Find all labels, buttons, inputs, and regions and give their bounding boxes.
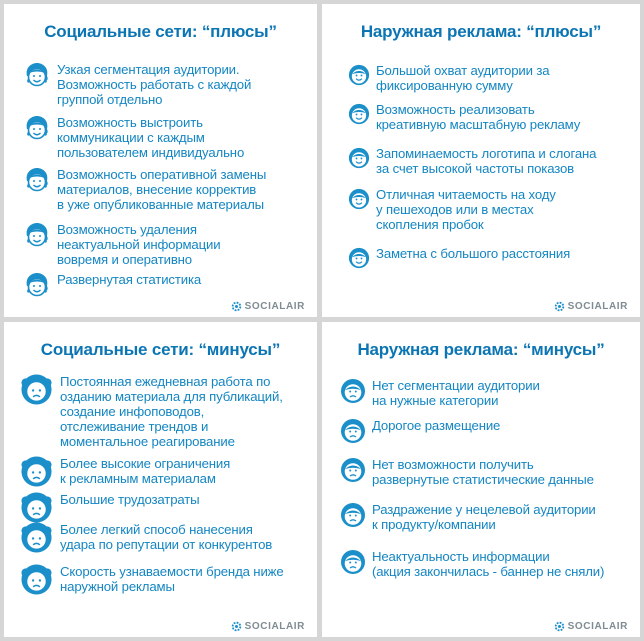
list-item: [322, 102, 640, 132]
item-text: Узкая сегментация аудитории. Возможность работать с каждой группой отдельно: [57, 62, 252, 107]
sad-face-icon: [340, 549, 366, 575]
sad-curly-face-icon: [20, 455, 53, 488]
list-item: [4, 456, 317, 488]
panel-title: Социальные сети: “плюсы”: [44, 22, 277, 41]
item-text: Возможность выстроить коммуникации с каждым пользователем индивидуально: [57, 115, 245, 160]
list-item: [322, 502, 640, 532]
logo-text: SOCIALAIR: [244, 301, 305, 312]
list-item: [4, 167, 317, 212]
gear-icon: [554, 301, 565, 312]
list-item: [4, 564, 317, 596]
smiling-face-icon: [348, 247, 370, 269]
socialair-logo: [231, 621, 305, 632]
sad-curly-face-icon: [20, 491, 53, 524]
item-text: Постоянная ежедневная работа по озданию материала для публикаций, создание инфоповодов, отслеживание трендов и моментальное реагирование: [60, 374, 283, 449]
item-text: Возможность реализовать креативную масштабную рекламу: [376, 102, 581, 132]
list-item: [4, 272, 317, 298]
item-text: Более высокие ограничения к рекламным материалам: [60, 456, 231, 486]
list-item: [322, 549, 640, 579]
item-text: Нет сегментации аудитории на нужные категории: [372, 378, 540, 408]
sad-face-icon: [340, 378, 366, 404]
item-text: Большие трудозатраты: [60, 492, 200, 507]
item-text: Большой охват аудитории за фиксированную сумму: [376, 63, 550, 93]
sad-face-icon: [340, 418, 366, 444]
smiling-girl-face-icon: [24, 115, 50, 141]
list-item: [4, 522, 317, 554]
list-item: [322, 457, 640, 487]
sad-curly-face-icon: [20, 373, 53, 406]
list-item: [4, 492, 317, 524]
item-text: Возможность удаления неактуальной информации вовремя и оперативно: [57, 222, 221, 267]
gear-icon: [231, 301, 242, 312]
smiling-face-icon: [348, 103, 370, 125]
smiling-face-icon: [348, 188, 370, 210]
list-item: [4, 222, 317, 267]
smiling-girl-face-icon: [24, 167, 50, 193]
list-item: [322, 187, 640, 232]
list-item: [322, 63, 640, 93]
sad-face-icon: [340, 457, 366, 483]
list-item: [322, 146, 640, 176]
item-text: Отличная читаемость на ходу у пешеходов или в местах скопления пробок: [376, 187, 556, 232]
list-item: [322, 246, 640, 269]
list-item: [4, 115, 317, 160]
panel-title: Наружная реклама: “плюсы”: [360, 22, 602, 41]
panel-title: Наружная реклама: “минусы”: [357, 340, 605, 359]
list-item: [322, 418, 640, 444]
logo-text: SOCIALAIR: [567, 301, 628, 312]
socialair-logo: [231, 301, 305, 312]
item-text: Скорость узнаваемости бренда ниже наружной рекламы: [60, 564, 284, 594]
smiling-girl-face-icon: [24, 62, 50, 88]
item-text: Нет возможности получить развернутые статистические данные: [372, 457, 594, 487]
logo-text: SOCIALAIR: [567, 621, 628, 632]
smiling-face-icon: [348, 64, 370, 86]
smiling-girl-face-icon: [24, 222, 50, 248]
item-text: Более легкий способ нанесения удара по репутации от конкурентов: [60, 522, 273, 552]
gear-icon: [231, 621, 242, 632]
sad-curly-face-icon: [20, 521, 53, 554]
item-text: Раздражение у нецелевой аудитории к продукту/компании: [372, 502, 596, 532]
panel-title: Социальные сети: “минусы”: [40, 340, 281, 359]
list-item: [4, 374, 317, 449]
panel-outdoor-pros: [322, 4, 640, 317]
socialair-logo: [554, 301, 628, 312]
panel-social-pros: [4, 4, 317, 317]
item-text: Возможность оперативной замены материалов, внесение корректив в уже опубликованные материалы: [57, 167, 267, 212]
gear-icon: [554, 621, 565, 632]
panel-outdoor-cons: [322, 322, 640, 637]
item-text: Неактуальность информации (акция закончилась - баннер не сняли): [372, 549, 605, 579]
item-text: Развернутая статистика: [57, 272, 202, 287]
socialair-logo: [554, 621, 628, 632]
sad-curly-face-icon: [20, 563, 53, 596]
item-text: Запоминаемость логотипа и слогана за счет высокой частоты показов: [376, 146, 597, 176]
item-text: Дорогое размещение: [372, 418, 501, 433]
logo-text: SOCIALAIR: [244, 621, 305, 632]
item-text: Заметна с большого расстояния: [376, 246, 571, 261]
smiling-girl-face-icon: [24, 272, 50, 298]
list-item: [4, 62, 317, 107]
panel-social-cons: [4, 322, 317, 637]
list-item: [322, 378, 640, 408]
sad-face-icon: [340, 502, 366, 528]
smiling-face-icon: [348, 147, 370, 169]
